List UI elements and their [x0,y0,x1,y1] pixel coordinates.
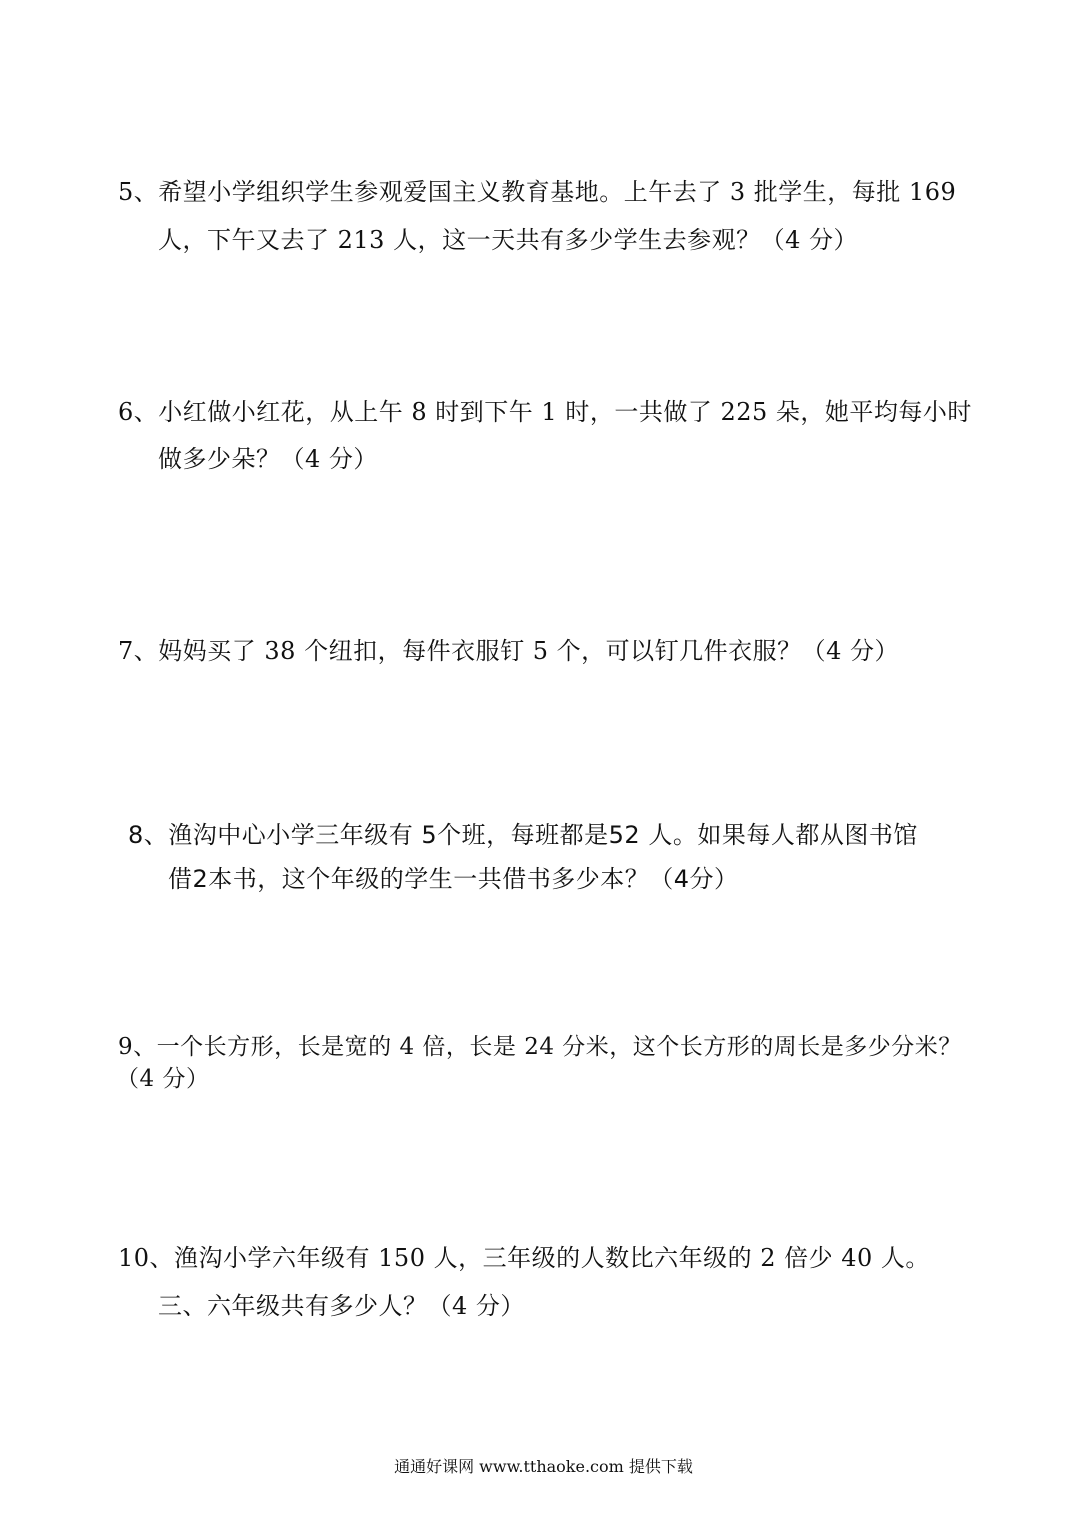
question-5-line-2: 人，下午又去了 213 人，这一天共有多少学生去参观？（4 分） [158,226,858,254]
question-6-line-2: 做多少朵？（4 分） [158,445,378,473]
question-6-line-1: 6、小红做小红花，从上午 8 时到下午 1 时，一共做了 225 朵，她平均每小时 [118,398,972,426]
question-9-line-1: 9、一个长方形，长是宽的 4 倍，长是 24 分米，这个长方形的周长是多少分米？ [118,1034,962,1060]
question-9-line-2: （4 分） [116,1066,210,1092]
question-10-line-1: 10、渔沟小学六年级有 150 人，三年级的人数比六年级的 2 倍少 40 人。 [118,1244,930,1272]
question-8-line-1: 8、渔沟中心小学三年级有 5个班，每班都是52 人。如果每人都从图书馆 [128,821,918,849]
question-7-line-1: 7、妈妈买了 38 个纽扣，每件衣服钉 5 个，可以钉几件衣服？（4 分） [118,637,899,665]
question-5-line-1: 5、希望小学组织学生参观爱国主义教育基地。上午去了 3 批学生，每批 169 [118,178,957,206]
footer-download-credit: 通通好课网 www.tthaoke.com 提供下载 [394,1457,693,1476]
question-10-line-2: 三、六年级共有多少人？（4 分） [158,1292,525,1320]
question-8-line-2: 借2本书，这个年级的学生一共借书多少本？（4分） [168,865,739,893]
